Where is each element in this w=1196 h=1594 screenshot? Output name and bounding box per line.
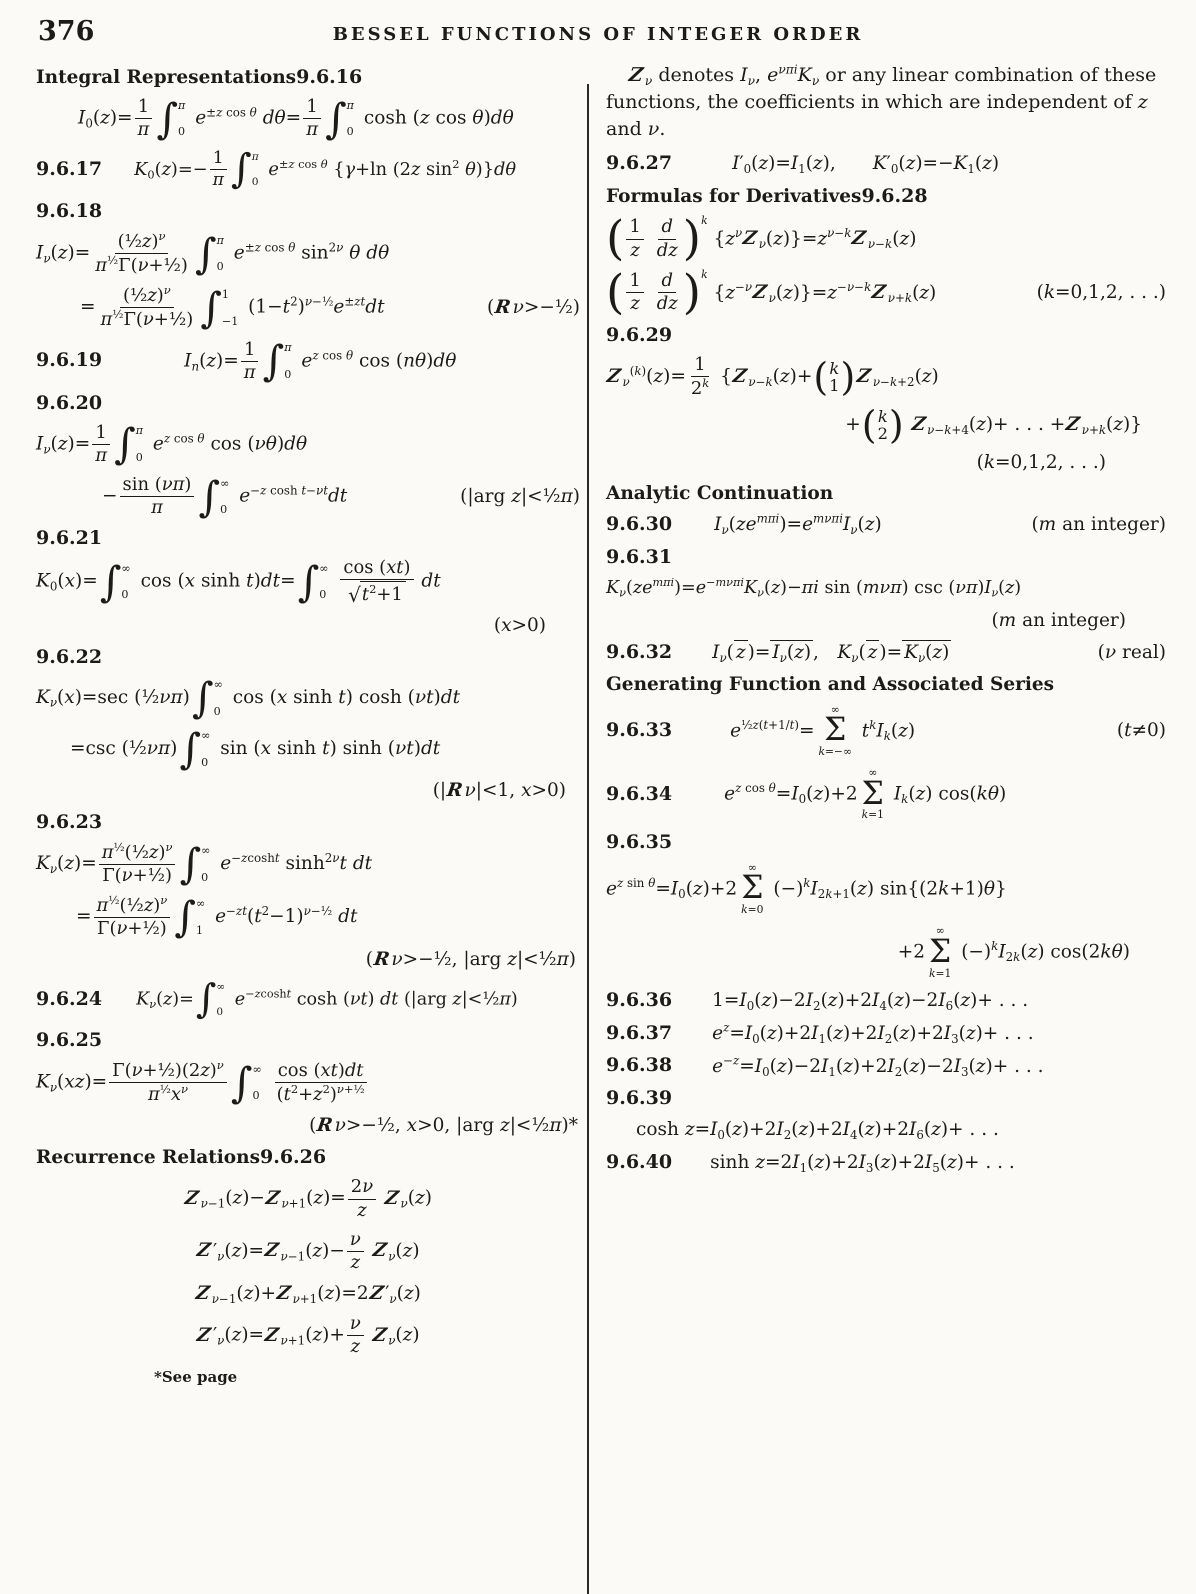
formula-row (36, 1114, 580, 1137)
section-heading: Formulas for Derivatives (606, 185, 862, 207)
equation-number: 9.6.32 (606, 640, 673, 663)
equation-block-9.6.31 (606, 545, 1166, 632)
equation-number: 9.6.31 (606, 545, 673, 568)
equation-number: 9.6.18 (36, 199, 103, 222)
equation-number: 9.6.27 (606, 151, 673, 174)
equation-block-9.6.39 (606, 1089, 1166, 1142)
equation-number: 9.6.23 (36, 810, 103, 833)
formula-row (606, 989, 1166, 1013)
equation-block-9.6.26 (36, 1148, 580, 1357)
formula: $\sinh z=2I_1(z)+2I_3(z)+2I_5(z)+$ . . . (710, 1151, 1015, 1175)
formula: $e^{z sin \theta}=I_0(z)+2$ ∞ Σ k=0 $(-)^kI_{2k+1}(z)$ sin{(2k+1)θ} (606, 860, 1007, 917)
section-heading: Analytic Continuation (606, 483, 834, 505)
formula-row (36, 1282, 580, 1306)
section-heading: Integral Representations (36, 67, 297, 88)
formula-row (606, 925, 1166, 980)
equation-number: 9.6.34 (606, 782, 673, 805)
formula-row (606, 265, 1166, 320)
equation-condition: (ν real) (1097, 642, 1166, 664)
formula-row (606, 1151, 1166, 1175)
formula-row (36, 1177, 580, 1220)
formula-row (606, 577, 1166, 600)
formula: $I_\nu(z)=$ $\frac{(\frac{1}{2}z)^\nu}{\pi^{\frac{1}{2}}\Gamma(\nu+\frac{1}{2})}$ ∫ π 0 $e^{\pm z cos \theta}$ $\sin^{2\nu} \theta$ dθ (36, 228, 390, 278)
formula: $Z_{\nu-1}(z)-Z_{\nu+1}(z)=$ $\frac{2\nu}{z}$ $Z_\nu(z)$ (183, 1176, 432, 1221)
formula-row (606, 152, 1166, 176)
equation-condition: (|Rν|<1, x>0) (432, 779, 566, 801)
formula-row (36, 285, 580, 330)
page-number: 376 (38, 16, 95, 47)
equation-condition: (k=0,1,2, . . .) (976, 452, 1106, 474)
formula-row (606, 1054, 1166, 1078)
formula-row (36, 93, 580, 143)
equation-block-9.6.25 (36, 1028, 580, 1138)
formula: $\cosh z=I_0(z)+2I_2(z)+2I_4(z)+2I_6(z)+$ . . . (636, 1119, 999, 1142)
equation-number: 9.6.28 (861, 184, 928, 207)
footnote (36, 1367, 237, 1386)
formula-row (36, 1230, 580, 1273)
formula: $K_\nu(xz)=$ $\frac{\Gamma(\nu+\frac{1}{2})(2z)^\nu}{\pi^{\frac{1}{2}}x^\nu}$ ∫ ∞ 0 $\frac{\cos (xt)dt}{(t^2+z^2)^{\nu+\frac{1}{2}}}$ (36, 1057, 365, 1107)
equation-number: 9.6.40 (606, 1150, 673, 1173)
formula: $K_\nu(x)=\sec$ (½νπ) ∫ ∞ 0 cos (x sinh t) cosh (νt)dt (36, 673, 461, 723)
formula: ( $\frac{1}{z}$ $\frac{d}{dz}$ ) $^k$ $\{z^{-\nu}Z_\nu(z)\}=z^{-\nu-k}Z_{\nu+k}(z)$ (606, 265, 937, 320)
formula: $e^z=I_0(z)+2I_1(z)+2I_2(z)+2I_3(z)+$ . . . (712, 1020, 1034, 1046)
page-title: BESSEL FUNCTIONS OF INTEGER ORDER (332, 24, 864, 45)
formula-row (606, 641, 1166, 665)
equation-block-9.6.24 (36, 976, 580, 1023)
equation-number: 9.6.24 (36, 988, 103, 1011)
section-heading: Recurrence Relations (36, 1147, 260, 1169)
formula: $K_0(z)=-$ $\frac{1}{\pi}$ ∫ π 0 $e^{\pm z cos \theta}$ {γ+ln (2z $\sin^2 \theta)\}d\theta$ (134, 145, 517, 192)
equation-condition: (t≠0) (1116, 720, 1166, 742)
section-heading: Generating Function and Associated Series (606, 673, 1055, 695)
formula: =csc (½νπ) ∫ ∞ 0 sin (x sinh t) sinh (νt)dt (70, 723, 441, 773)
formula-row (36, 839, 580, 889)
equation-number: 9.6.38 (606, 1054, 673, 1077)
formula-row (36, 145, 580, 192)
equation-block-9.6.32 (606, 641, 1166, 665)
equation-number: 9.6.36 (606, 988, 673, 1011)
formula-row (36, 336, 580, 386)
equation-condition: (Rν>−½) (487, 297, 580, 319)
formula: = $\frac{\pi^{\frac{1}{2}}(\frac{1}{2}z)^\nu}{\text{Γ(ν+½)}}$ ∫ ∞ 1 $e^{-zt}(t^2-1)^{\nu-\frac{1}{2}}$ dt (76, 892, 358, 942)
equation-condition: (m an integer) (1031, 514, 1166, 536)
formula-row (36, 614, 580, 637)
equation-number: 9.6.39 (606, 1087, 673, 1110)
formula: $Z'_\nu(z)=Z_{\nu-1}(z)-$ $\frac{\nu}{z}$ $Z_\nu(z)$ (195, 1228, 420, 1273)
formula-row (606, 1022, 1166, 1046)
formula: $I_\nu$( z )= $I_\nu(z)$ , $K_\nu$( z )= $K_\nu(z)$ (712, 642, 950, 665)
equation-block-9.6.40 (606, 1151, 1166, 1175)
equation-block-9.6.29 (605, 323, 1166, 475)
formula-row (36, 419, 580, 469)
equation-condition: (x>0) (493, 615, 546, 637)
formula-row (36, 1314, 580, 1357)
equation-condition: (Rν>−½, |arg z|<½π) (365, 949, 576, 971)
equation-number: 9.6.30 (606, 513, 673, 536)
equation-number: 9.6.25 (36, 1028, 103, 1051)
formula-row (606, 355, 1166, 399)
equation-block-9.6.35 (606, 830, 1166, 980)
formula-row (36, 723, 580, 773)
formula-row (36, 779, 580, 802)
formula: $e^{z cos \theta}=I_0(z)+2$ ∞ Σ k=1 $I_k(z)$ cos(kθ) (724, 766, 1007, 822)
equation-number: 9.6.26 (260, 1146, 327, 1169)
equation-condition: (Rν>−½, x>0, |arg z|<½π)* (309, 1115, 578, 1137)
formula-row (606, 1118, 1166, 1142)
formula: $I_\nu(z)=$ $\frac{1}{\pi}$ ∫ π 0 $e^{z cos \theta}$ cos (νθ)dθ (36, 419, 308, 469)
formula: $K_\nu(ze^{m\pi i})=e^{-m\nu\pi i}K_\nu(z)-\pi i$ sin (mνπ) $\csc (\nu\pi)I_\nu(z)$ (606, 575, 1022, 600)
formula: $I'_0(z)=I_1(z)$, $K'_0(z)=-K_1(z)$ (732, 152, 1000, 176)
equation-number: 9.6.33 (606, 719, 673, 742)
formula-row (606, 767, 1166, 822)
formula-row (36, 228, 580, 278)
equation-number: 9.6.37 (606, 1021, 673, 1044)
equation-block-9.6.38 (606, 1054, 1166, 1078)
equation-condition: (m an integer) (991, 609, 1126, 631)
formula: $K_\nu(z)=$ $\frac{\pi^{\frac{1}{2}}(\frac{1}{2}z)^\nu}{\text{Γ(ν+½)}}$ ∫ ∞ 0 $e^{-zcosht}$ $\sinh^{2\nu}t$ dt (36, 839, 373, 889)
formula: $Z_\nu^{(k)}(z)=$ $\frac{1}{2^k}$ {$Z_{\nu-k}(z)+$ ( k 1 ) $Z_{\nu-k+2}(z)$ (605, 353, 939, 399)
equation-number: 9.6.20 (36, 391, 103, 414)
intro-paragraph: $Z_\nu$ denotes $I_\nu$, $e^{\nu\pi i}K_\nu$ or any linear combination of these functions, the coefficients in which are independent of z and ν. (606, 62, 1157, 140)
column-divider (587, 84, 589, 1594)
formula-row (606, 609, 1166, 632)
formula: ( $\frac{1}{z}$ $\frac{d}{dz}$ ) $^k$ $\{z^\nu Z_\nu(z)\}=z^{\nu-k}Z_{\nu-k}(z)$ (606, 211, 917, 267)
formula: $Z'_\nu(z)=Z_{\nu+1}(z)+$ $\frac{\nu}{z}$ $Z_\nu(z)$ (195, 1313, 420, 1358)
formula: $K_0(x)=$ ∫ ∞ 0 cos (x sinh t)dt= ∫ ∞ 0 cos (xt) √ $t^2+1$ dt (36, 556, 441, 608)
formula: $I_n(z)=$ $\frac{1}{\pi}$ ∫ π 0 $e^{z cos \theta}$ cos (nθ)dθ (184, 336, 457, 386)
equation-block-9.6.19 (36, 336, 580, 386)
formula-row (36, 1057, 580, 1107)
equation-number: 9.6.22 (36, 646, 103, 669)
equation-block-9.6.18 (36, 199, 580, 332)
formula-row (36, 471, 580, 521)
formula: $e^{\frac{1}{2}z(t+1/t)}=$ ∞ Σ k=−∞ $t^kI_k(z)$ (730, 702, 916, 758)
formula: = $\frac{(\frac{1}{2}z)^\nu}{\pi^{\frac{1}{2}}\Gamma(\nu+\frac{1}{2})}$ ∫ 1 −1 $(1-t^2)^{\nu-\frac{1}{2}}e^{\pm zt}dt$ (80, 283, 385, 332)
equation-block-9.6.36 (606, 989, 1166, 1013)
equation-block-9.6.30 (606, 513, 1166, 537)
formula-row (606, 402, 1166, 447)
formula: $1=I_0(z)-2I_2(z)+2I_4(z)-2I_6(z)+$ . . . (712, 990, 1029, 1013)
equation-block-9.6.21 (36, 526, 580, 637)
equation-block-9.6.33 (606, 704, 1166, 759)
formula-row (36, 892, 580, 942)
equation-block-9.6.23 (36, 810, 580, 972)
equation-block-9.6.34 (606, 767, 1166, 822)
equation-number: 9.6.29 (606, 323, 673, 346)
formula-row (36, 948, 580, 971)
formula-row (606, 704, 1166, 759)
formula: + ( k 2 ) $Z_{\nu-k+4}(z)+$ . . . $+Z_{\nu+k}(z)$} (845, 402, 1142, 447)
formula: $I_\nu(ze^{m\pi i})=e^{m\nu\pi i}I_\nu(z)$ (714, 511, 882, 537)
formula: +2 ∞ Σ k=1 $(-)^kI_{2k}(z)$ cos(2kθ) (897, 924, 1130, 980)
equation-condition: (k=0,1,2, . . .) (1036, 281, 1166, 303)
equation-number: 9.6.19 (36, 349, 103, 372)
formula-row (606, 862, 1166, 917)
formula: $K_\nu(z)=$ ∫ ∞ 0 $e^{-zcosht}$ cosh (νt) dt (|arg z|<½π) (136, 976, 518, 1023)
formula: $e^{-z}=I_0(z)-2I_1(z)+2I_2(z)-2I_3(z)+$ . . . (712, 1053, 1044, 1079)
left-column (36, 66, 580, 1386)
equation-number: 9.6.17 (36, 158, 103, 181)
formula-row (606, 513, 1166, 537)
formula-row (606, 211, 1166, 267)
formula-row (606, 451, 1166, 474)
equation-number: 9.6.21 (36, 526, 103, 549)
right-column (606, 62, 1166, 1184)
formula-row (36, 556, 580, 608)
equation-number: 9.6.35 (606, 830, 673, 853)
equation-block-9.6.27 (606, 152, 1166, 176)
footnote-text: *See page (154, 1367, 238, 1386)
equation-block-9.6.37 (606, 1022, 1166, 1046)
equation-block-9.6.17 (36, 145, 580, 192)
formula: − $\frac{\sin (\nu\pi)}{\pi}$ ∫ ∞ 0 $e^{-z cosh t-\nu t}dt$ (102, 471, 348, 521)
equation-block-9.6.20 (36, 391, 580, 521)
formula-row (36, 673, 580, 723)
formula: $Z_{\nu-1}(z)+Z_{\nu+1}(z)=2Z'_\nu(z)$ (194, 1282, 421, 1306)
formula: $I_0(z)=$ $\frac{1}{\pi}$ ∫ π 0 $e^{\pm z cos \theta}$ dθ= $\frac{1}{\pi}$ ∫ π 0 cosh (z cos θ)dθ (78, 93, 514, 143)
equation-number: 9.6.16 (296, 66, 363, 88)
formula-row (36, 976, 580, 1023)
equation-condition: (|arg z|<½π) (460, 485, 580, 507)
equation-block-9.6.22 (36, 648, 580, 801)
